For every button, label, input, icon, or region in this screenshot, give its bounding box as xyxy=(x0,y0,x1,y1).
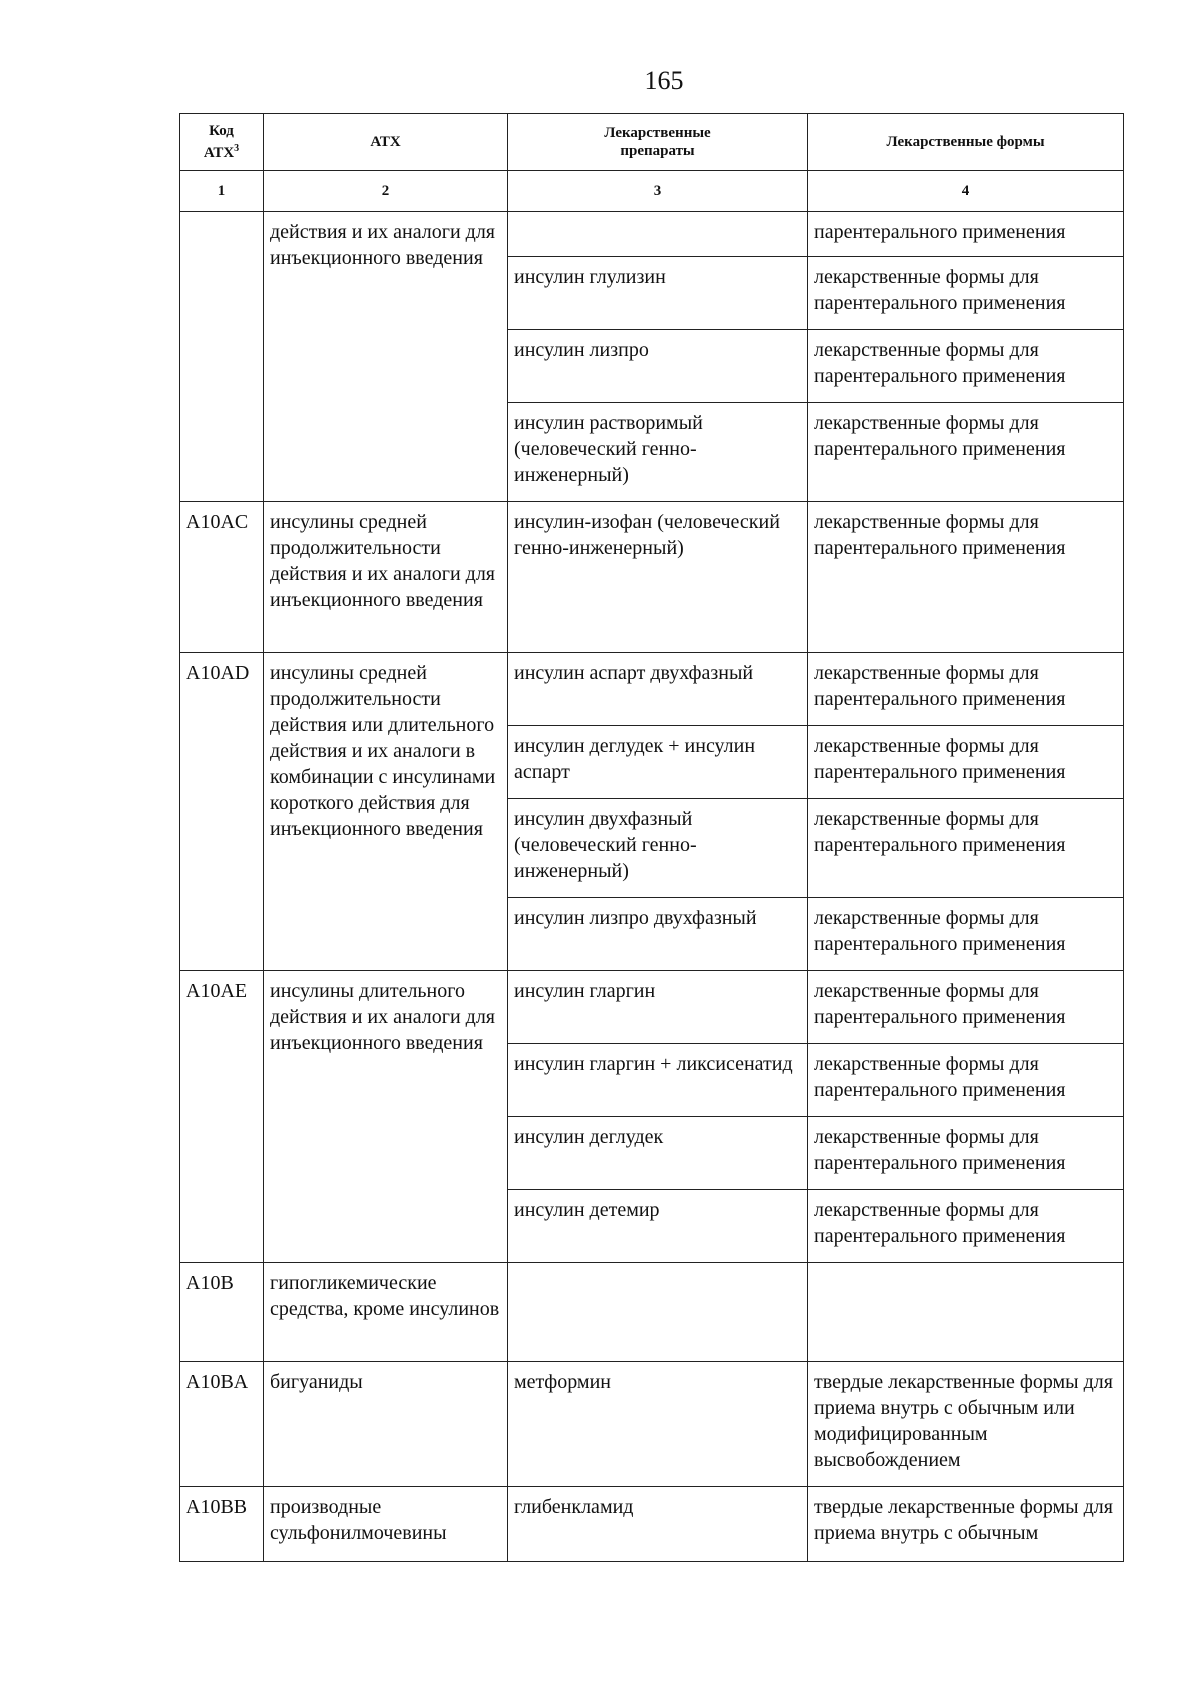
table-row xyxy=(180,971,1124,1044)
column-number: 1 xyxy=(180,171,264,212)
drug-cell: инсулин гларгин xyxy=(508,971,808,1044)
column-number: 2 xyxy=(264,171,508,212)
table-row xyxy=(180,502,1124,653)
dosage-form-cell: лекарственные формы для парентерального применения xyxy=(808,898,1124,971)
column-number: 3 xyxy=(508,171,808,212)
atx-name-cell: гипогликемические средства, кроме инсулинов xyxy=(264,1263,508,1362)
atx-code-cell: A10AC xyxy=(180,502,264,653)
drug-cell: глибенкламид xyxy=(508,1487,808,1562)
table-row xyxy=(180,212,1124,257)
dosage-form-cell: лекарственные формы для парентерального применения xyxy=(808,257,1124,330)
drug-cell: инсулин гларгин + ликсисенатид xyxy=(508,1044,808,1117)
table-body xyxy=(180,212,1124,1562)
dosage-form-cell: парентерального применения xyxy=(808,212,1124,257)
dosage-form-cell: лекарственные формы для парентерального применения xyxy=(808,1044,1124,1117)
drug-cell: инсулин аспарт двухфазный xyxy=(508,653,808,726)
atx-code-cell: A10BA xyxy=(180,1362,264,1487)
table-row xyxy=(180,1263,1124,1362)
atx-code-cell: A10AE xyxy=(180,971,264,1263)
drug-cell xyxy=(508,1263,808,1362)
page-number: 165 xyxy=(644,66,684,95)
header-atx-code xyxy=(180,114,264,171)
header-drugs: Лекарственные препараты xyxy=(508,114,808,171)
drug-cell: инсулин глулизин xyxy=(508,257,808,330)
dosage-form-cell: лекарственные формы для парентерального применения xyxy=(808,1117,1124,1190)
dosage-form-cell: лекарственные формы для парентерального применения xyxy=(808,653,1124,726)
dosage-form-cell: твердые лекарственные формы для приема внутрь с обычным xyxy=(808,1487,1124,1562)
drug-cell: инсулин лизпро xyxy=(508,330,808,403)
column-number-row xyxy=(180,171,1124,212)
drug-cell: инсулин-изофан (человеческий генно-инженерный) xyxy=(508,502,808,653)
dosage-form-cell: лекарственные формы для парентерального применения xyxy=(808,726,1124,799)
header-forms: Лекарственные формы xyxy=(808,114,1124,171)
drug-cell: инсулин деглудек xyxy=(508,1117,808,1190)
drug-cell: инсулин деглудек + инсулин аспарт xyxy=(508,726,808,799)
column-number: 4 xyxy=(808,171,1124,212)
atx-name-cell: инсулины длительного действия и их аналоги для инъекционного введения xyxy=(264,971,508,1263)
atx-name-cell: инсулины средней продолжительности действия или длительного действия и их аналоги в комбинации с инсулинами короткого действия для инъекционного введения xyxy=(264,653,508,971)
atx-name-cell: инсулины средней продолжительности действия и их аналоги для инъекционного введения xyxy=(264,502,508,653)
atx-name-cell: производные сульфонилмочевины xyxy=(264,1487,508,1562)
dosage-form-cell: твердые лекарственные формы для приема внутрь с обычным или модифицированным высвобождением xyxy=(808,1362,1124,1487)
table-row xyxy=(180,653,1124,726)
dosage-form-cell: лекарственные формы для парентерального применения xyxy=(808,971,1124,1044)
footnote-marker: 3 xyxy=(234,143,240,154)
drug-cell: инсулин двухфазный (человеческий генно-инженерный) xyxy=(508,799,808,898)
atx-code-cell xyxy=(180,212,264,502)
header-atx: АТХ xyxy=(264,114,508,171)
drug-cell: инсулин растворимый (человеческий генно-инженерный) xyxy=(508,403,808,502)
drug-cell: инсулин лизпро двухфазный xyxy=(508,898,808,971)
dosage-form-cell: лекарственные формы для парентерального применения xyxy=(808,403,1124,502)
atx-code-cell: A10AD xyxy=(180,653,264,971)
drug-cell: инсулин детемир xyxy=(508,1190,808,1263)
dosage-form-cell: лекарственные формы для парентерального применения xyxy=(808,502,1124,653)
dosage-form-cell xyxy=(808,1263,1124,1362)
dosage-form-cell: лекарственные формы для парентерального применения xyxy=(808,1190,1124,1263)
drug-cell: метформин xyxy=(508,1362,808,1487)
table-row xyxy=(180,1362,1124,1487)
dosage-form-cell: лекарственные формы для парентерального применения xyxy=(808,799,1124,898)
atx-table xyxy=(179,113,1124,1562)
atx-name-cell: действия и их аналоги для инъекционного введения xyxy=(264,212,508,502)
table-row xyxy=(180,1487,1124,1562)
header-code-label: Код xyxy=(209,123,234,139)
header-code-label-2: АТХ xyxy=(203,145,235,161)
atx-code-cell: A10BB xyxy=(180,1487,264,1562)
header-row xyxy=(180,114,1124,171)
drug-cell xyxy=(508,212,808,257)
dosage-form-cell: лекарственные формы для парентерального применения xyxy=(808,330,1124,403)
atx-name-cell: бигуаниды xyxy=(264,1362,508,1487)
atx-code-cell: A10B xyxy=(180,1263,264,1362)
